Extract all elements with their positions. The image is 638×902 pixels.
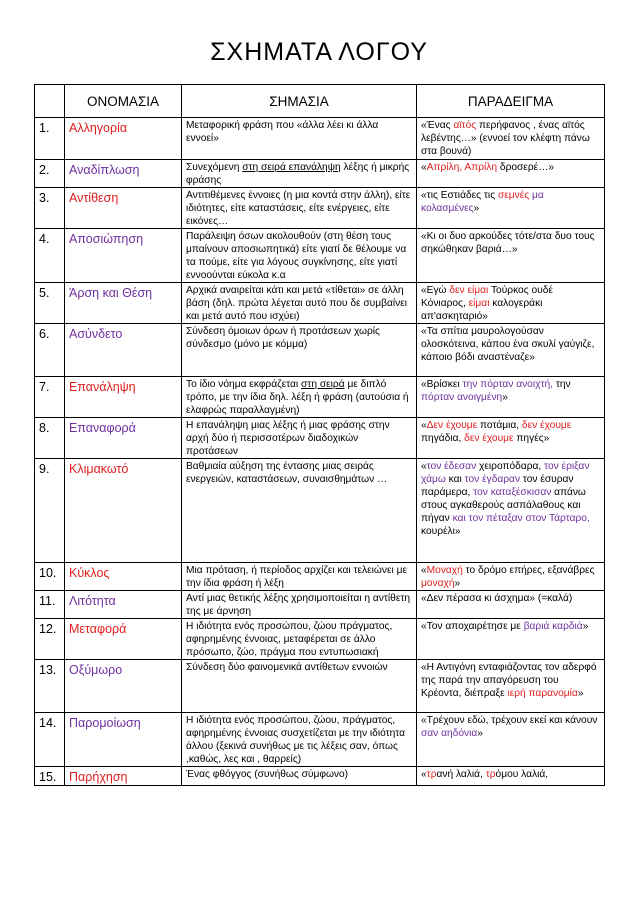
figure-meaning (182, 619, 417, 660)
figures-of-speech-table (34, 84, 605, 786)
meaning-segment: Μεταφορική φράση που «άλλα λέει κι άλλα εννοεί» (186, 120, 379, 144)
table-header-row (35, 85, 605, 118)
figure-example (417, 563, 605, 591)
figure-name: Αναδίπλωση (65, 160, 182, 188)
row-number: 9. (35, 459, 65, 563)
figure-name: Μεταφορά (65, 619, 182, 660)
figure-meaning (182, 188, 417, 229)
example-segment: μοναχή (421, 578, 455, 589)
row-number: 13. (35, 660, 65, 713)
figure-meaning (182, 324, 417, 377)
row-number: 14. (35, 713, 65, 767)
figure-name: Επανάληψη (65, 377, 182, 418)
figure-meaning (182, 229, 417, 283)
example-segment: Τούρκος ουδέ Κόνιαρος, (421, 285, 553, 309)
figure-name: Αντίθεση (65, 188, 182, 229)
meaning-segment: Αντί μιας θετικής λέξης χρησιμοποιείται η αντίθετη της με άρνηση (186, 593, 411, 617)
meaning-segment: στη σειρά επανάληψη (242, 162, 341, 173)
row-number: 12. (35, 619, 65, 660)
figure-meaning (182, 118, 417, 160)
example-segment: τον έριξαν χάμω (421, 461, 590, 485)
example-segment: τον έδεσαν (426, 461, 477, 472)
example-segment: περήφανος , ένας αϊτός λεβέντης…» (εννοεί τον κλέφτη πάνω στα βουνά) (421, 120, 590, 157)
example-segment: «Τα σπίτια μαυρολογούσαν ολοσκότεινα, κάπου ένα σκυλί γαύγιζε, κάποιο βόδι αναστέναζε» (421, 326, 595, 363)
example-segment: πόρταν ανοιγμένη (421, 392, 503, 403)
example-segment: τον έγδαραν (464, 474, 521, 485)
example-segment: κουρέλι» (421, 526, 461, 537)
figure-example (417, 459, 605, 563)
meaning-segment: Σύνδεση δύο φαινομενικά αντίθετων εννοιών (186, 662, 388, 673)
meaning-segment: Η ιδιότητα ενός προσώπου, ζώου πράγματος, αφηρημένης έννοιας, μεταφέρεται σε άλλο πρόσωπο, ζώο, πράγμα που εντυπωσιακή (186, 621, 393, 658)
figure-example (417, 188, 605, 229)
figure-name: Άρση και Θέση (65, 283, 182, 324)
example-segment: «Ένας (421, 120, 454, 131)
example-segment: «Η Αντιγόνη ενταφιάζοντας τον αδερφό της παρά την απαγόρευση του Κρέοντα, διέπραξε (421, 662, 597, 699)
row-number: 15. (35, 767, 65, 786)
figure-name: Παρομοίωση (65, 713, 182, 767)
example-segment: » (454, 578, 461, 589)
example-segment: «Τρέχουν εδώ, τρέχουν εκεί και κάνουν (421, 715, 598, 726)
figure-example (417, 377, 605, 418)
example-segment: «Εγώ (421, 285, 450, 296)
figure-example (417, 283, 605, 324)
example-segment: τρ (426, 769, 437, 780)
example-segment: « (421, 565, 427, 576)
example-segment: Απρίλη, Απρίλη (426, 162, 498, 173)
example-segment: τον έσυραν παράμερα, (421, 474, 574, 498)
meaning-segment: στη σειρά (301, 379, 345, 390)
example-segment: ιερή παρανομία (507, 688, 578, 699)
example-segment: ανή λαλιά, (436, 769, 486, 780)
row-number: 11. (35, 591, 65, 619)
figure-name: Αποσιώπηση (65, 229, 182, 283)
table-row (35, 767, 605, 786)
meaning-segment: Το ίδιο νόημα εκφράζεται (186, 379, 302, 390)
row-number: 8. (35, 418, 65, 459)
meaning-segment: Αντιτιθέμενες έννοιες (η μια κοντά στην άλλη), είτε ιδιότητες, είτε καταστάσεις, είτε ενέργειες, είτε εικόνες… (186, 190, 411, 227)
example-segment: και (445, 474, 465, 485)
header-meaning: ΣΗΜΑΣΙΑ (182, 85, 417, 118)
meaning-segment: Μια πρόταση, ή περίοδος αρχίζει και τελειώνει με την ίδια φράση ή λέξη (186, 565, 408, 589)
example-segment: «Βρίσκει (421, 379, 463, 390)
figure-example (417, 591, 605, 619)
example-segment: » (473, 203, 480, 214)
table-row (35, 713, 605, 767)
table-row (35, 160, 605, 188)
figure-meaning (182, 767, 417, 786)
example-segment: χειροπόδαρα, (476, 461, 545, 472)
figure-meaning (182, 459, 417, 563)
example-segment: «Τον αποχαιρέτησε με (421, 621, 524, 632)
example-segment: « (421, 420, 427, 431)
figure-meaning (182, 283, 417, 324)
figure-name: Επαναφορά (65, 418, 182, 459)
example-segment: «Κι οι δυο αρκούδες τότε/στα δυο τους σηκώθηκαν βαριά…» (421, 231, 595, 255)
figure-name: Αλληγορία (65, 118, 182, 160)
example-segment: δεν είμαι (449, 285, 489, 296)
figure-meaning (182, 377, 417, 418)
table-row (35, 283, 605, 324)
example-segment: « (421, 769, 427, 780)
example-segment: καλογεράκι απ'ασκηταριό» (421, 298, 543, 322)
figure-name: Κλιμακωτό (65, 459, 182, 563)
figure-meaning (182, 563, 417, 591)
table-row (35, 660, 605, 713)
figure-example (417, 418, 605, 459)
example-segment: την πόρταν ανοιχτή, (462, 379, 553, 390)
row-number: 3. (35, 188, 65, 229)
header-name: ΟΝΟΜΑΣΙΑ (65, 85, 182, 118)
example-segment: «τις Εστιάδες τις (421, 190, 498, 201)
example-segment: » (477, 728, 483, 739)
table-row (35, 563, 605, 591)
example-segment: σαν αηδόνια (421, 728, 478, 739)
figure-meaning (182, 660, 417, 713)
example-segment: απάνω στους αγκαθερούς ασπάλαθους και πήγαν (421, 487, 586, 524)
example-segment: » (502, 392, 508, 403)
table-row (35, 619, 605, 660)
example-segment: δεν έχουμε (521, 420, 572, 431)
example-segment: « (421, 461, 427, 472)
table-row (35, 377, 605, 418)
example-segment: είμαι (468, 298, 490, 309)
table-row (35, 418, 605, 459)
example-segment: πηγάδια, (421, 433, 465, 444)
meaning-segment: Η επανάληψη μιας λέξης ή μιας φράσης στην αρχή δύο ή περισσοτέρων διαδοχικών προτάσεων (186, 420, 390, 457)
row-number: 7. (35, 377, 65, 418)
example-segment: « (421, 162, 427, 173)
meaning-segment: Βαθμιαία αύξηση της έντασης μιας σειράς ενεργειών, καταστάσεων, συναισθημάτων … (186, 461, 388, 485)
example-segment: ποτάμια, (477, 420, 522, 431)
figure-example (417, 660, 605, 713)
meaning-segment: Ένας φθόγγος (συνήθως σύμφωνο) (186, 769, 349, 780)
example-segment: » (577, 688, 584, 699)
example-segment: την (552, 379, 571, 390)
figure-name: Παρήχηση (65, 767, 182, 786)
meaning-segment: λέξης ή μικρής φράσης (186, 162, 410, 186)
row-number: 6. (35, 324, 65, 377)
example-segment: σεμνές (497, 190, 530, 201)
figure-example (417, 118, 605, 160)
figure-example (417, 713, 605, 767)
row-number: 1. (35, 118, 65, 160)
example-segment: αϊτός (453, 120, 477, 131)
figure-name: Λιτότητα (65, 591, 182, 619)
example-segment: δεν έχουμε (464, 433, 514, 444)
figure-meaning (182, 713, 417, 767)
example-segment: δροσερέ…» (497, 162, 555, 173)
table-row (35, 229, 605, 283)
meaning-segment: Παράλειψη όσων ακολουθούν (στη θέση τους μπαίνουν αποσιωπητικά) είτε γιατί δε θέλουμε να τα πούμε, είτε για λόγους συγκίνησης, είτε γιατί εννοούνται εύκολα κ.α (186, 231, 407, 281)
meaning-segment: Αρχικά αναιρείται κάτι και μετά «τίθεται» σε άλλη βάση (δηλ. πρώτα λέγεται αυτό που δε συμβαίνει και μετά αυτό που ισχύει) (186, 285, 408, 322)
example-segment: » (582, 621, 589, 632)
figure-name: Οξύμωρο (65, 660, 182, 713)
example-segment: τρ (485, 769, 496, 780)
figure-name: Κύκλος (65, 563, 182, 591)
meaning-segment: με διπλό τρόπο, με την ίδια δηλ. λέξη ή φράση (αυτούσια ή ελαφρώς παραλλαγμένη) (186, 379, 409, 416)
example-segment: Μοναχή (426, 565, 463, 576)
figure-example (417, 767, 605, 786)
meaning-segment: Σύνδεση όμοιων όρων ή προτάσεων χωρίς σύνδεσμο (μόνο με κόμμα) (186, 326, 380, 350)
row-number: 10. (35, 563, 65, 591)
example-segment: το δρόμο επήρες, εξανάβρες (462, 565, 595, 576)
figure-example (417, 160, 605, 188)
table-row (35, 188, 605, 229)
example-segment: Δεν έχουμε (426, 420, 478, 431)
example-segment: τον καταξέσκισαν (473, 487, 552, 498)
example-segment: όμου λαλιά, (495, 769, 549, 780)
table-row (35, 591, 605, 619)
row-number: 5. (35, 283, 65, 324)
figure-name: Ασύνδετο (65, 324, 182, 377)
row-number: 4. (35, 229, 65, 283)
figure-meaning (182, 591, 417, 619)
figure-meaning (182, 418, 417, 459)
table-row (35, 118, 605, 160)
example-segment: πηγές» (513, 433, 550, 444)
table-row (35, 459, 605, 563)
figure-example (417, 324, 605, 377)
table-row (35, 324, 605, 377)
page-title: ΣΧΗΜΑΤΑ ΛΟΓΟΥ (210, 38, 428, 66)
meaning-segment: Συνεχόμενη (186, 162, 243, 173)
header-example: ΠΑΡΑΔΕΙΓΜΑ (417, 85, 605, 118)
row-number: 2. (35, 160, 65, 188)
example-segment: και τον πέταξαν στον Τάρταρο, (452, 513, 590, 524)
figure-example (417, 619, 605, 660)
header-number (35, 85, 65, 118)
example-segment: μα κολασμένες (421, 190, 544, 214)
example-segment: βαριά καρδιά (523, 621, 583, 632)
figure-meaning (182, 160, 417, 188)
figure-example (417, 229, 605, 283)
meaning-segment: Η ιδιότητα ενός προσώπου, ζώου, πράγματος, αφηρημένης έννοιας συσχετίζεται με την ιδιότητα άλλου (ξεκινά συνήθως με τις λέξεις σαν, όπως ,καθώς, λες και , θαρρείς) (186, 715, 406, 765)
example-segment: «Δεν πέρασα κι άσχημα» (=καλά) (421, 593, 573, 604)
